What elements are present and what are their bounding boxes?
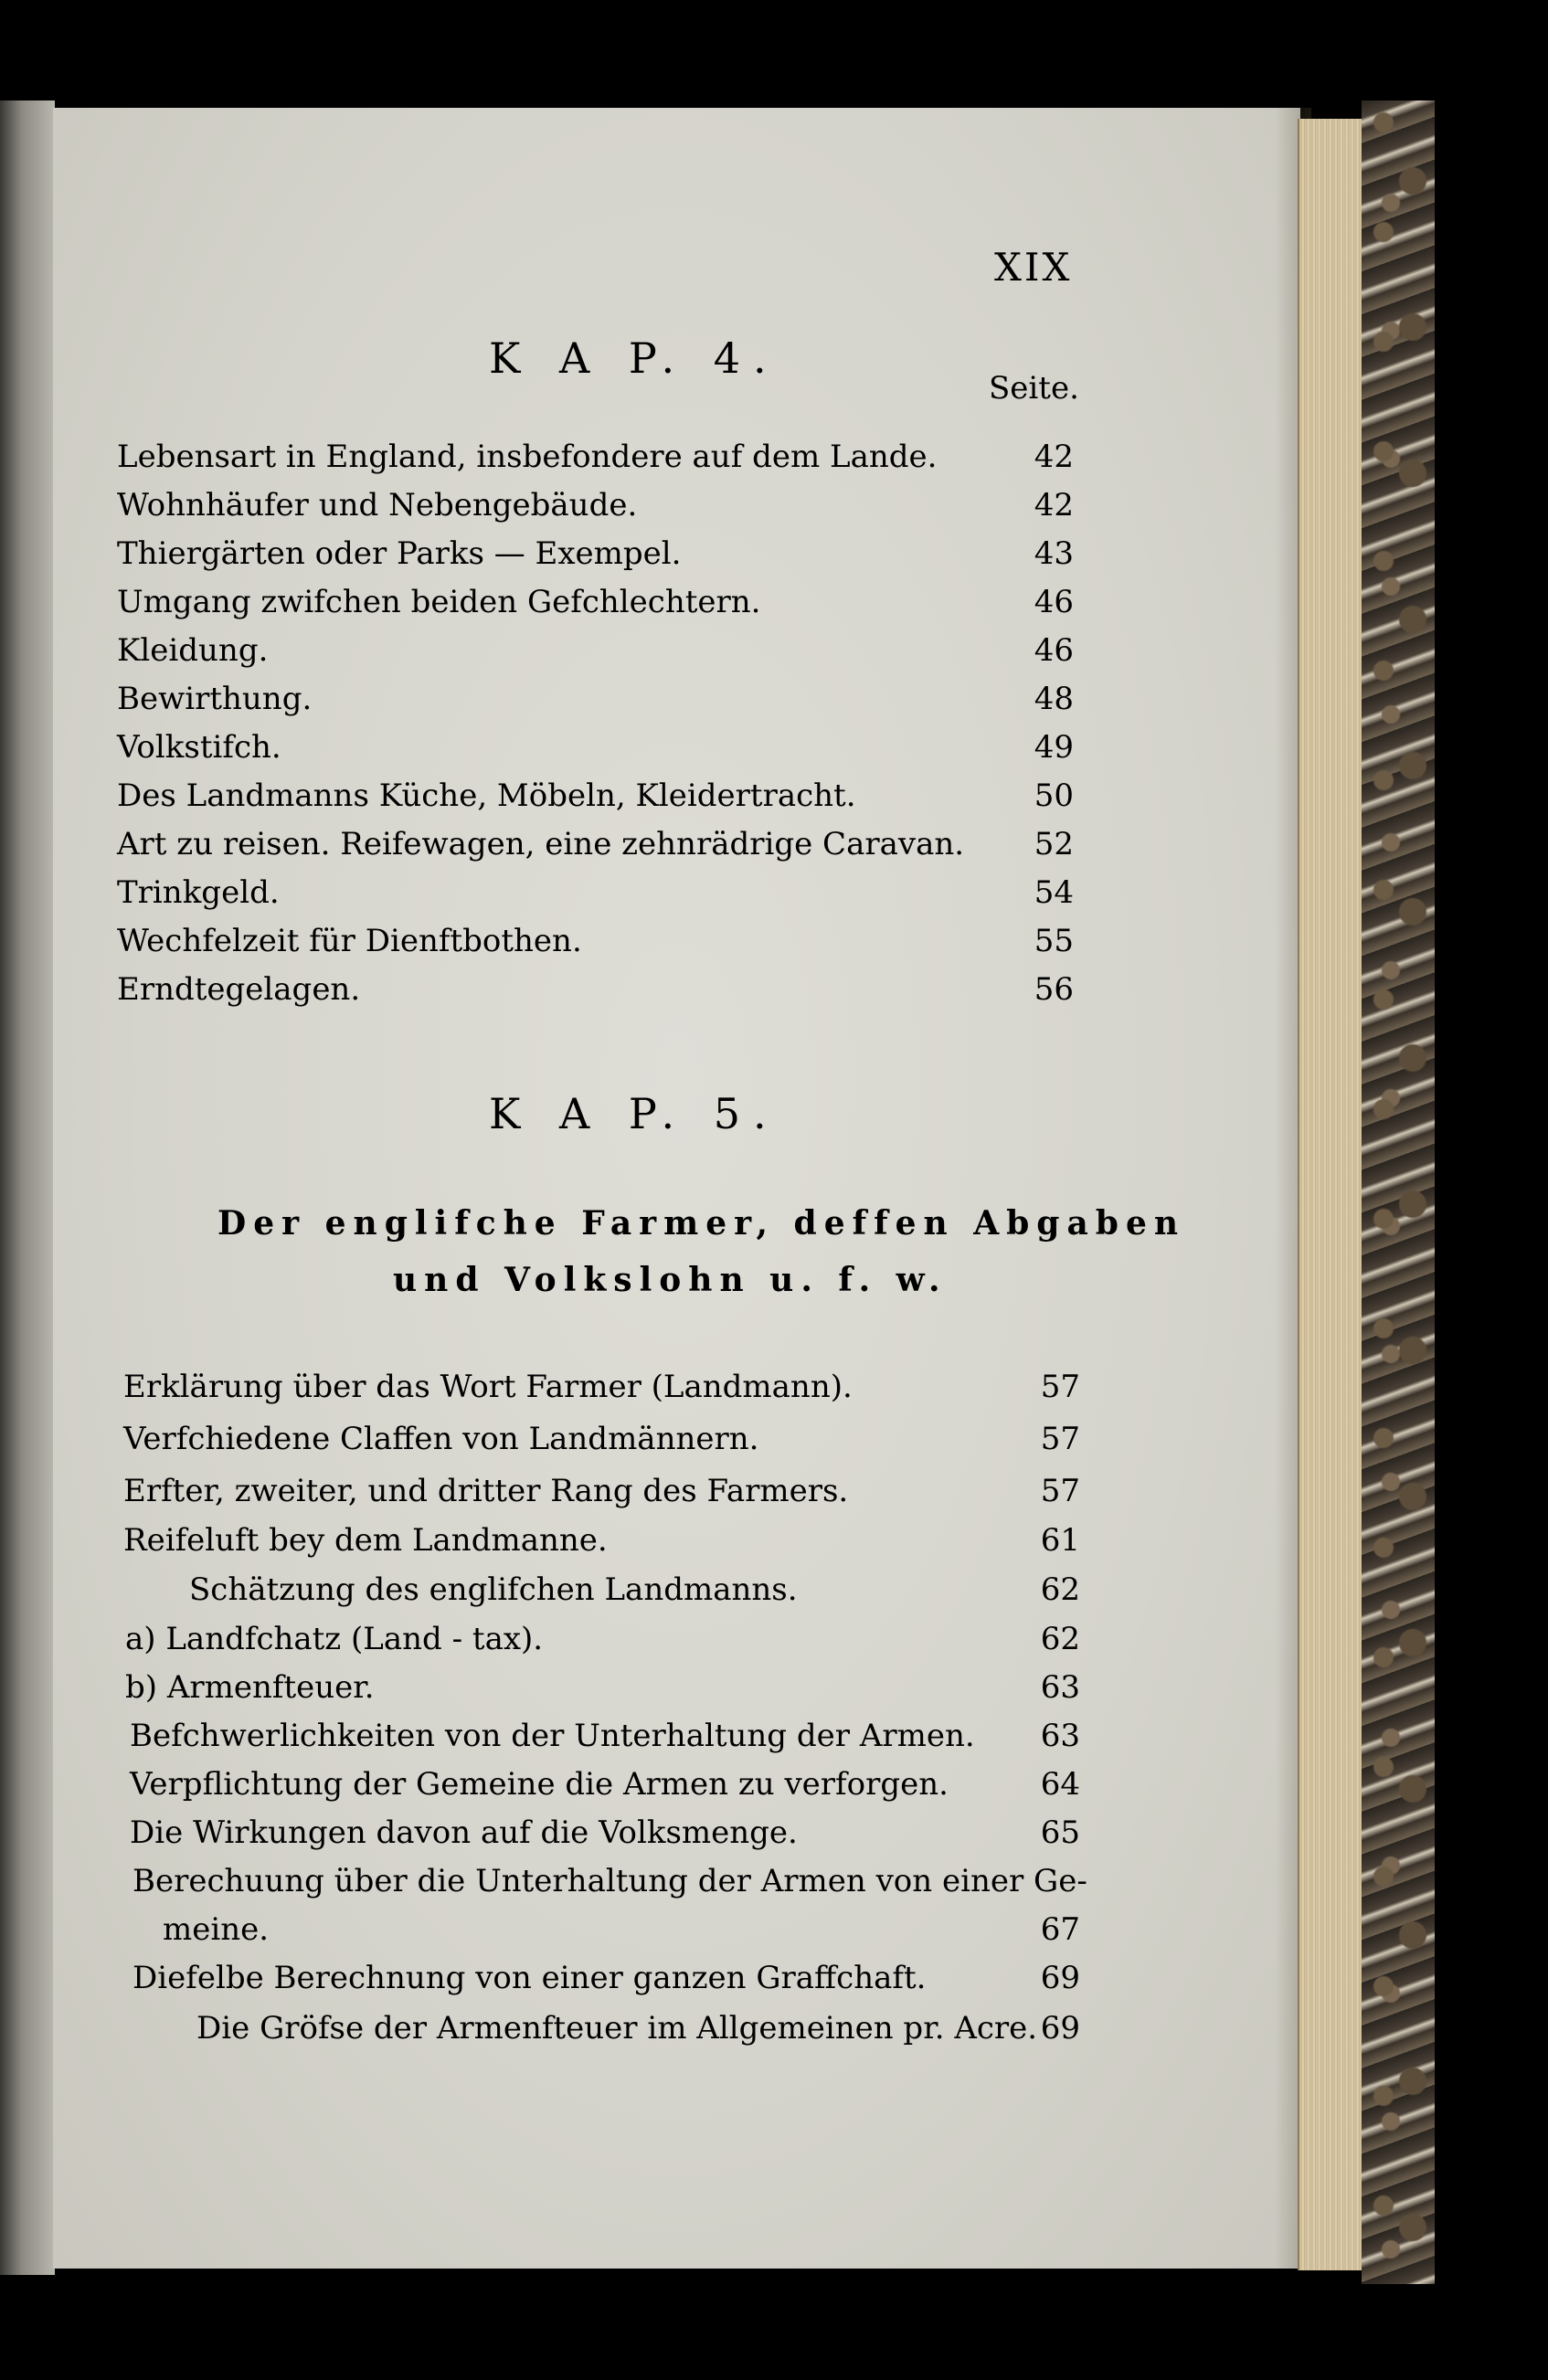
toc-page: 52 [1034,826,1074,862]
toc-page: 43 [1034,535,1074,572]
toc-page: 62 [1040,1571,1080,1608]
toc-entry: Des Landmanns Küche, Möbeln, Kleidertracht. [117,777,856,814]
toc-entry: Volkstifch. [117,729,281,766]
toc-page: 42 [1034,487,1074,524]
toc-entry: b) Armenfteuer. [125,1669,375,1706]
toc-entry: Erndtegelagen. [117,971,361,1008]
marbled-cover [1362,100,1435,2284]
toc-entry: Umgang zwifchen beiden Gefchlechtern. [117,584,761,620]
toc-page: 69 [1040,2010,1080,2047]
toc-entry: Die Gröfse der Armenfteuer im Allgemeinen pr. Acre. [196,2010,1038,2047]
toc-entry: Bewirthung. [117,681,313,717]
toc-entry: Lebensart in England, insbefondere auf dem Lande. [117,439,938,475]
toc-page: 50 [1034,777,1074,814]
toc-page: 57 [1040,1473,1080,1509]
toc-page: 49 [1034,729,1074,766]
toc-entry: Art zu reisen. Reifewagen, eine zehnrädrige Caravan. [117,826,965,862]
toc-page: 46 [1034,584,1074,620]
toc-entry: Wohnhäufer und Nebengebäude. [117,487,638,524]
toc-entry: Reifeluft bey dem Landmanne. [123,1522,608,1559]
toc-page: 61 [1040,1522,1080,1559]
toc-page: 69 [1040,1960,1080,1996]
seite-label: Seite. [989,370,1079,407]
toc-entry: Thiergärten oder Parks — Exempel. [117,535,682,572]
toc-page: 67 [1040,1911,1080,1948]
page-block-edges [1298,119,1368,2270]
toc-page: 64 [1040,1766,1080,1803]
toc-entry: Erfter, zweiter, und dritter Rang des Farmers. [123,1473,849,1509]
toc-page: 65 [1040,1814,1080,1851]
toc-page: 48 [1034,681,1074,717]
toc-entry: meine. [163,1911,270,1948]
toc-entry: Die Wirkungen davon auf die Volksmenge. [130,1814,798,1851]
toc-page: 56 [1034,971,1074,1008]
chapter-5-title: K A P. 5. [489,1089,779,1138]
toc-entry: Trinkgeld. [117,874,280,911]
toc-entry: Schätzung des englifchen Landmanns. [189,1571,798,1608]
chapter-5-heading-line-1: Der englifche Farmer, deffen Abgaben [217,1204,1186,1243]
chapter-4-title: K A P. 4. [489,333,779,383]
toc-entry: Berechuung über die Unterhaltung der Armen von einer Ge- [133,1863,1087,1899]
toc-entry: Befchwerlichkeiten von der Unterhaltung der Armen. [130,1718,975,1754]
left-page-edge [0,100,55,2275]
toc-page: 63 [1040,1669,1080,1706]
toc-page: 54 [1034,874,1074,911]
chapter-5-heading-line-2: und Volkslohn u. f. w. [393,1261,948,1299]
toc-page: 62 [1040,1621,1080,1657]
toc-entry: Diefelbe Berechnung von einer ganzen Graffchaft. [133,1960,927,1996]
toc-entry: Verpflichtung der Gemeine die Armen zu verforgen. [130,1766,949,1803]
toc-page: 63 [1040,1718,1080,1754]
toc-entry: Verfchiedene Claffen von Landmännern. [123,1421,759,1457]
toc-page: 55 [1034,923,1074,959]
toc-entry: a) Landfchatz (Land - tax). [125,1621,544,1657]
toc-entry: Wechfelzeit für Dienftbothen. [117,923,582,959]
toc-entry: Erklärung über das Wort Farmer (Landmann). [123,1369,853,1405]
toc-page: 42 [1034,439,1074,475]
toc-entry: Kleidung. [117,632,269,669]
toc-page: 46 [1034,632,1074,669]
toc-page: 57 [1040,1421,1080,1457]
toc-page: 57 [1040,1369,1080,1405]
page-number: XIX [994,245,1073,290]
